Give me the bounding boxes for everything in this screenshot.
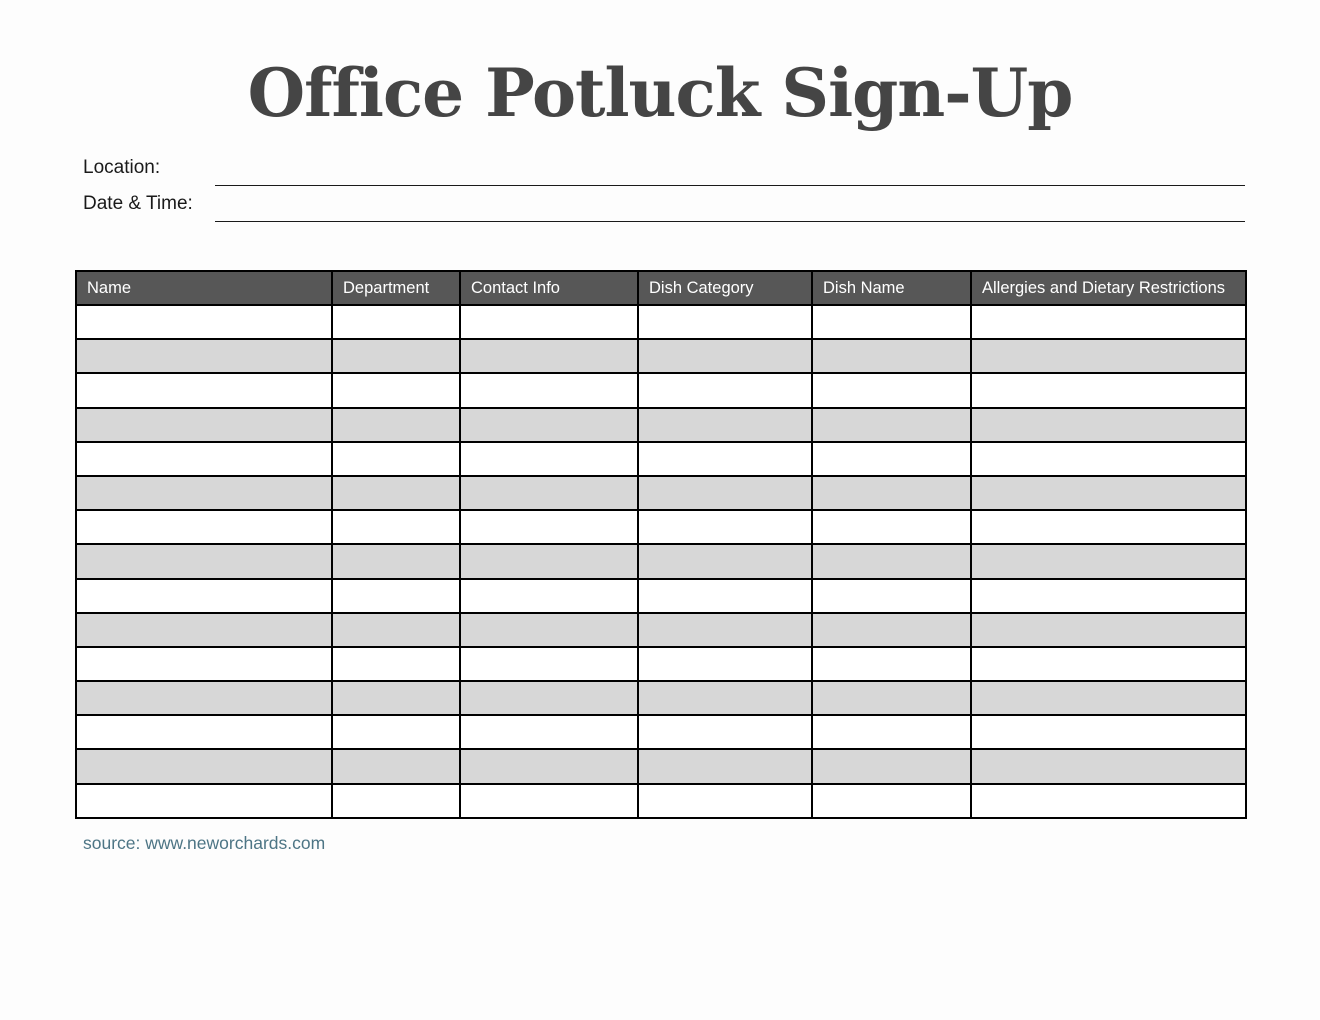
- table-cell-empty: [971, 784, 1246, 818]
- table-cell-empty: [971, 339, 1246, 373]
- table-cell-empty: [332, 613, 460, 647]
- table-cell-empty: [460, 442, 638, 476]
- table-row: [76, 510, 1246, 544]
- table-cell-empty: [76, 613, 332, 647]
- table-cell-empty: [460, 784, 638, 818]
- table-row: [76, 681, 1246, 715]
- table-cell-empty: [812, 784, 971, 818]
- table-row: [76, 715, 1246, 749]
- table-cell-empty: [638, 784, 812, 818]
- table-cell-empty: [812, 749, 971, 783]
- table-cell-empty: [812, 476, 971, 510]
- table-cell-empty: [971, 647, 1246, 681]
- table-cell-empty: [812, 544, 971, 578]
- table-cell-empty: [76, 544, 332, 578]
- table-cell-empty: [812, 305, 971, 339]
- table-cell-empty: [76, 476, 332, 510]
- table-cell-empty: [971, 579, 1246, 613]
- table-cell-empty: [638, 715, 812, 749]
- table-cell-empty: [812, 647, 971, 681]
- table-cell-empty: [971, 749, 1246, 783]
- table-cell-empty: [76, 408, 332, 442]
- location-input-line[interactable]: [215, 156, 1245, 186]
- table-cell-empty: [971, 715, 1246, 749]
- table-cell-empty: [460, 408, 638, 442]
- table-cell-empty: [812, 373, 971, 407]
- table-cell-empty: [460, 339, 638, 373]
- table-cell-empty: [332, 510, 460, 544]
- table-cell-empty: [460, 476, 638, 510]
- table-cell-empty: [332, 373, 460, 407]
- table-cell-empty: [638, 339, 812, 373]
- table-cell-empty: [638, 749, 812, 783]
- table-cell-empty: [460, 373, 638, 407]
- table-cell-empty: [76, 339, 332, 373]
- table-cell-empty: [332, 408, 460, 442]
- table-cell-empty: [460, 613, 638, 647]
- table-cell-empty: [460, 510, 638, 544]
- column-header-contact: Contact Info: [460, 271, 638, 305]
- table-cell-empty: [971, 442, 1246, 476]
- table-cell-empty: [76, 749, 332, 783]
- table-cell-empty: [812, 613, 971, 647]
- table-cell-empty: [460, 647, 638, 681]
- table-cell-empty: [460, 544, 638, 578]
- table-cell-empty: [332, 442, 460, 476]
- source-link[interactable]: source: www.neworchards.com: [83, 832, 326, 853]
- location-label: Location:: [83, 157, 161, 178]
- table-cell-empty: [638, 442, 812, 476]
- table-row: [76, 613, 1246, 647]
- table-row: [76, 579, 1246, 613]
- table-row: [76, 339, 1246, 373]
- table-cell-empty: [638, 579, 812, 613]
- table-cell-empty: [460, 715, 638, 749]
- datetime-field-row: [83, 186, 1245, 222]
- table-row: [76, 544, 1246, 578]
- datetime-input-line[interactable]: [215, 192, 1245, 222]
- column-header-allergies: Allergies and Dietary Restrictions: [971, 271, 1246, 305]
- table-cell-empty: [332, 647, 460, 681]
- table-cell-empty: [638, 305, 812, 339]
- table-row: [76, 305, 1246, 339]
- column-header-name: Name: [76, 271, 332, 305]
- table-row: [76, 647, 1246, 681]
- table-cell-empty: [638, 510, 812, 544]
- column-header-dish-name: Dish Name: [812, 271, 971, 305]
- table-row: [76, 373, 1246, 407]
- table-cell-empty: [332, 749, 460, 783]
- table-cell-empty: [971, 476, 1246, 510]
- table-cell-empty: [76, 373, 332, 407]
- table-cell-empty: [332, 544, 460, 578]
- table-cell-empty: [332, 681, 460, 715]
- table-cell-empty: [638, 544, 812, 578]
- table-cell-empty: [812, 510, 971, 544]
- table-cell-empty: [76, 305, 332, 339]
- page-title: Office Potluck Sign-Up: [247, 54, 1073, 132]
- table-cell-empty: [971, 408, 1246, 442]
- table-cell-empty: [76, 715, 332, 749]
- table-row: [76, 784, 1246, 818]
- table-cell-empty: [638, 373, 812, 407]
- location-field-row: [83, 150, 1245, 186]
- datetime-label: Date & Time:: [83, 193, 193, 214]
- table-cell-empty: [460, 681, 638, 715]
- table-cell-empty: [332, 579, 460, 613]
- table-cell-empty: [332, 715, 460, 749]
- table-cell-empty: [971, 681, 1246, 715]
- table-cell-empty: [332, 476, 460, 510]
- table-row: [76, 749, 1246, 783]
- table-cell-empty: [460, 305, 638, 339]
- table-row: [76, 442, 1246, 476]
- table-cell-empty: [971, 613, 1246, 647]
- table-cell-empty: [332, 305, 460, 339]
- signup-table: [75, 270, 1247, 819]
- table-cell-empty: [460, 749, 638, 783]
- table-cell-empty: [812, 442, 971, 476]
- table-cell-empty: [76, 784, 332, 818]
- table-cell-empty: [812, 715, 971, 749]
- table-cell-empty: [812, 408, 971, 442]
- table-cell-empty: [638, 476, 812, 510]
- table-cell-empty: [812, 579, 971, 613]
- table-cell-empty: [638, 647, 812, 681]
- table-cell-empty: [812, 681, 971, 715]
- table-cell-empty: [638, 408, 812, 442]
- header-fields: [83, 150, 1245, 222]
- table-cell-empty: [76, 681, 332, 715]
- table-cell-empty: [76, 647, 332, 681]
- table-cell-empty: [76, 510, 332, 544]
- table-cell-empty: [332, 339, 460, 373]
- table-cell-empty: [971, 373, 1246, 407]
- table-cell-empty: [76, 579, 332, 613]
- column-header-dish-category: Dish Category: [638, 271, 812, 305]
- table-cell-empty: [638, 681, 812, 715]
- table-cell-empty: [971, 544, 1246, 578]
- table-cell-empty: [460, 579, 638, 613]
- table-cell-empty: [76, 442, 332, 476]
- table-cell-empty: [332, 784, 460, 818]
- table-cell-empty: [638, 613, 812, 647]
- column-header-department: Department: [332, 271, 460, 305]
- table-row: [76, 408, 1246, 442]
- table-header-row: [76, 271, 1246, 305]
- table-cell-empty: [812, 339, 971, 373]
- table-cell-empty: [971, 510, 1246, 544]
- table-cell-empty: [971, 305, 1246, 339]
- table-row: [76, 476, 1246, 510]
